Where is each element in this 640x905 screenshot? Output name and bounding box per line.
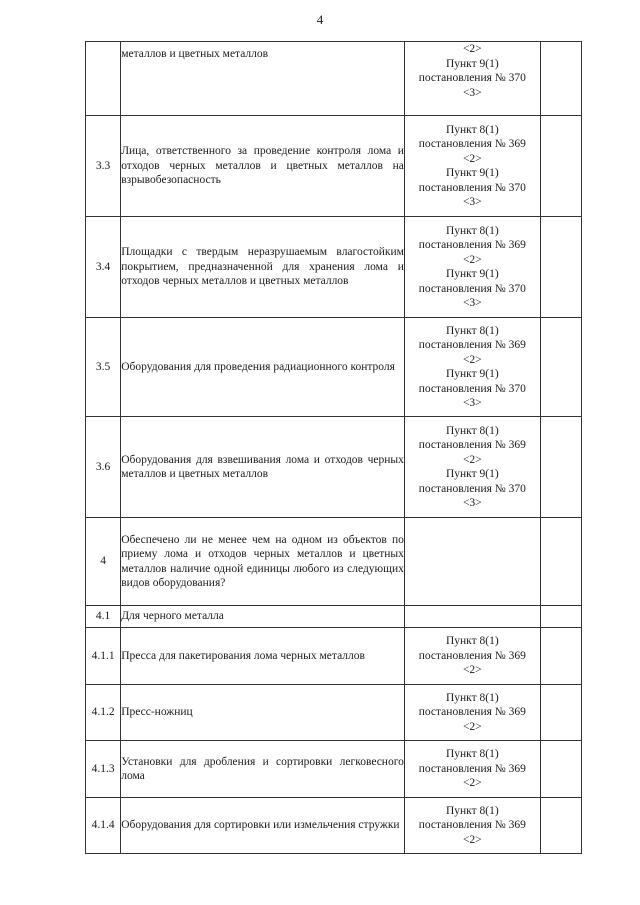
table-row [86,318,582,417]
reference-line: постановления № 369 [418,706,526,719]
checklist-table [85,41,582,854]
requirement-text-cell: Оборудования для проведения радиационного контроля [121,318,405,417]
reference-line: Пункт 8(1) [445,691,499,704]
row-number-cell: 4.1.3 [86,741,121,798]
legal-reference-cell [404,116,540,217]
legal-reference-cell [404,606,540,628]
reference-line: постановления № 370 [418,482,526,495]
reference-line: <3> [462,497,482,509]
reference-line: <2> [462,43,482,55]
requirement-text-cell: Площадки с твердым неразрушаемым влагостойким покрытием, предназначенной для хранения лома и отходов черных металлов и цветных металлов [121,217,405,318]
reference-line: <2> [462,777,482,790]
requirement-text-cell: Оборудования для сортировки или измельчения стружки [121,798,405,854]
table-row [86,628,582,685]
requirement-text-cell: Установки для дробления и сортировки легковесного лома [121,741,405,798]
empty-cell [540,116,581,217]
table-row [86,116,582,217]
reference-line: Пункт 8(1) [445,804,499,817]
reference-line: <3> [462,86,482,99]
reference-line: <2> [462,353,482,366]
reference-line: постановления № 369 [418,339,526,351]
reference-line: Пункт 8(1) [445,748,499,761]
requirement-text-cell: Пресса для пакетирования лома черных металлов [121,628,405,685]
empty-cell [540,42,581,116]
table-row [86,606,582,628]
row-number-cell: 4 [86,518,121,606]
legal-reference-cell [404,318,540,417]
empty-cell [540,417,581,518]
reference-line: постановления № 369 [418,649,526,662]
reference-line: Пункт 8(1) [445,424,499,437]
row-number-cell: 3.3 [86,116,121,217]
reference-line: постановления № 369 [418,439,526,451]
legal-reference-cell [404,798,540,854]
table-row [86,741,582,798]
requirement-text-cell: Лица, ответственного за проведение контроля лома и отходов черных металлов и цветных металлов на взрывобезопасность [121,116,405,217]
row-number-cell: 4.1.1 [86,628,121,685]
reference-line: <3> [462,196,482,208]
row-number-cell: 4.1.2 [86,685,121,741]
legal-reference-cell [404,685,540,741]
row-number-cell: 4.1.4 [86,798,121,854]
empty-cell [540,217,581,318]
reference-line: <3> [462,397,482,409]
reference-line: постановления № 370 [418,72,526,84]
table-row [86,217,582,318]
requirement-text-cell: Для черного металла [121,606,405,628]
reference-line: Пункт 8(1) [445,635,499,648]
table-row [86,685,582,741]
reference-line: постановления № 370 [418,282,526,295]
reference-line: <2> [462,664,482,677]
reference-line: постановления № 369 [418,819,526,832]
table-row [86,518,582,606]
legal-reference-cell [404,518,540,606]
legal-reference-cell [404,42,540,116]
table-row [86,417,582,518]
reference-line: <2> [462,253,482,266]
reference-line: постановления № 370 [418,382,526,395]
reference-line: <2> [462,152,482,165]
legal-reference-cell [404,417,540,518]
reference-line: Пункт 9(1) [445,57,499,70]
reference-line: Пункт 8(1) [445,324,499,337]
empty-cell [540,798,581,854]
empty-cell [540,318,581,417]
empty-cell [540,685,581,741]
reference-line: постановления № 369 [418,239,526,251]
reference-line: Пункт 9(1) [445,368,499,380]
legal-reference-cell [404,741,540,798]
requirement-text-cell: Оборудования для взвешивания лома и отходов черных металлов и цветных металлов [121,417,405,518]
reference-line: постановления № 370 [418,181,526,194]
table-row [86,798,582,854]
page-number: 4 [316,12,324,27]
reference-line: Пункт 9(1) [445,468,499,480]
legal-reference-cell [404,628,540,685]
reference-line: Пункт 8(1) [445,123,499,136]
reference-line: Пункт 9(1) [445,167,499,179]
row-number-cell: 3.6 [86,417,121,518]
requirement-text-cell: Пресс-ножниц [121,685,405,741]
reference-line: постановления № 369 [418,138,526,150]
row-number-cell: 3.5 [86,318,121,417]
row-number-cell [86,42,121,116]
reference-line: <3> [462,297,482,309]
row-number-cell: 4.1 [86,606,121,628]
reference-line: <2> [462,720,482,733]
empty-cell [540,606,581,628]
empty-cell [540,518,581,606]
reference-line: Пункт 9(1) [445,268,499,280]
legal-reference-cell [404,217,540,318]
reference-line: <2> [462,453,482,466]
reference-line: <2> [462,833,482,846]
empty-cell [540,741,581,798]
requirement-text-cell: металлов и цветных металлов [121,42,405,116]
table-row [86,42,582,116]
empty-cell [540,628,581,685]
row-number-cell: 3.4 [86,217,121,318]
requirement-text-cell: Обеспечено ли не менее чем на одном из объектов по приему лома и отходов черных металлов и цветных металлов наличие одной единицы любого из следующих видов оборудования? [121,518,405,606]
reference-line: Пункт 8(1) [445,224,499,237]
reference-line: постановления № 369 [418,762,526,775]
